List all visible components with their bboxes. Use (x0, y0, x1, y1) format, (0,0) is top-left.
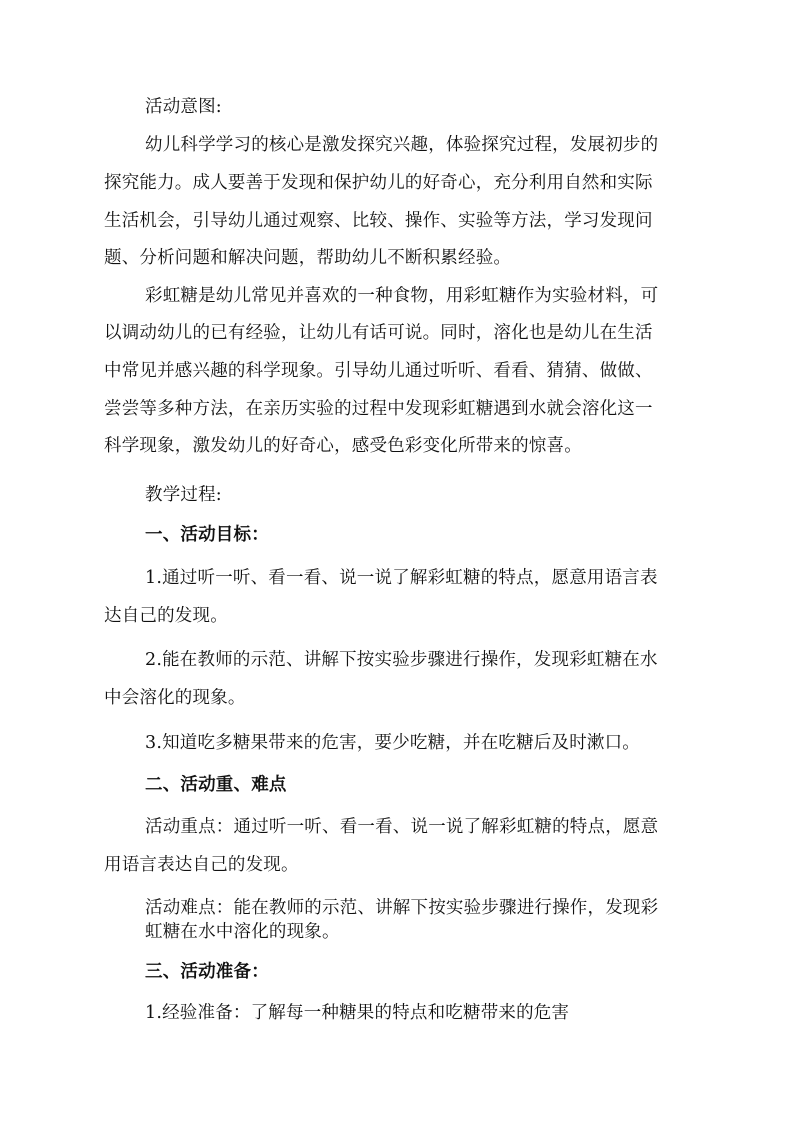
paragraph-line: 科学现象，激发幼儿的好奇心，感受色彩变化所带来的惊喜。 (104, 436, 582, 456)
prep-heading: 三、活动准备： (145, 962, 269, 982)
focus-heading: 二、活动重、难点 (145, 775, 287, 795)
paragraph-line: 以调动幼儿的已有经验，让幼儿有话可说。同时，溶化也是幼儿在生活 (104, 323, 653, 343)
difficulty-line: 活动难点：能在教师的示范、讲解下按实验步骤进行操作，发现彩 (145, 898, 659, 918)
goal-line: 2.能在教师的示范、讲解下按实验步骤进行操作，发现彩虹糖在水 (145, 650, 658, 670)
paragraph-line: 幼儿科学学习的核心是激发探究兴趣，体验探究过程，发展初步的 (145, 135, 659, 155)
paragraph-line: 中常见并感兴趣的科学现象。引导幼儿通过听听、看看、猜猜、做做、 (104, 361, 653, 381)
prep-line: 1.经验准备：了解每一种糖果的特点和吃糖带来的危害 (145, 1003, 570, 1023)
process-heading: 教学过程: (145, 485, 222, 505)
paragraph-line: 彩虹糖是幼儿常见并喜欢的一种食物，用彩虹糖作为实验材料，可 (145, 286, 659, 306)
paragraph-line: 尝尝等多种方法，在亲历实验的过程中发现彩虹糖遇到水就会溶化这一 (104, 399, 653, 419)
goals-heading: 一、活动目标： (145, 525, 269, 545)
paragraph-line: 探究能力。成人要善于发现和保护幼儿的好奇心，充分利用自然和实际 (104, 173, 653, 193)
key-point-line: 用语言表达自己的发现。 (104, 855, 299, 875)
paragraph-line: 生活机会，引导幼儿通过观察、比较、操作、实验等方法，学习发现问 (104, 211, 653, 231)
goal-line: 3.知道吃多糖果带来的危害，要少吃糖，并在吃糖后及时漱口。 (145, 733, 640, 753)
intent-heading: 活动意图: (145, 97, 222, 117)
paragraph-line: 题、分析问题和解决问题，帮助幼儿不断积累经验。 (104, 248, 512, 268)
goal-line: 1.通过听一听、看一看、说一说了解彩虹糖的特点，愿意用语言表 (145, 568, 658, 588)
key-point-line: 活动重点：通过听一听、看一看、说一说了解彩虹糖的特点，愿意 (145, 817, 659, 837)
goal-line: 达自己的发现。 (104, 606, 228, 626)
goal-line: 中会溶化的现象。 (104, 688, 246, 708)
difficulty-line: 虹糖在水中溶化的现象。 (145, 922, 340, 942)
